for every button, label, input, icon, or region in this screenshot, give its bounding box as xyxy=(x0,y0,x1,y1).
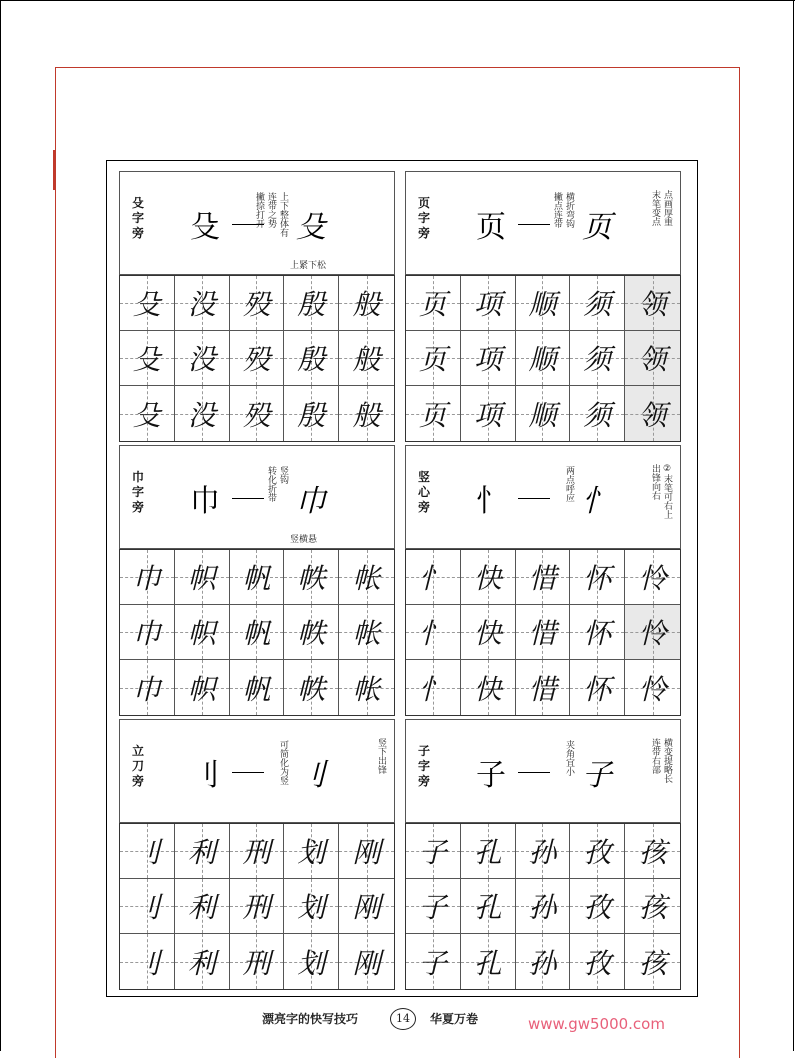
footer-book-title: 漂亮字的快写技巧 xyxy=(262,1012,359,1026)
practice-character: 快 xyxy=(473,562,502,595)
practice-grid xyxy=(119,549,395,716)
stroke-note: 两点呼应 xyxy=(564,466,574,502)
stroke-note: 连带之势 xyxy=(266,192,276,228)
practice-cell xyxy=(625,660,680,715)
practice-character: 巾 xyxy=(132,672,161,706)
radical-panel xyxy=(405,719,681,990)
practice-character: 帜 xyxy=(187,562,216,595)
practice-character: 刑 xyxy=(242,946,271,980)
practice-character: 殳 xyxy=(132,288,161,321)
practice-cell xyxy=(339,276,394,331)
stroke-note-bottom: 上紧下松 xyxy=(290,261,327,271)
radical-quick-form: 刂 xyxy=(296,758,326,793)
practice-character: 帐 xyxy=(352,562,381,595)
practice-cell xyxy=(625,879,680,934)
practice-cell xyxy=(120,934,175,989)
practice-character: 孔 xyxy=(473,891,502,924)
practice-character: 划 xyxy=(297,891,326,924)
practice-cell xyxy=(120,879,175,934)
red-margin-mark xyxy=(53,150,56,190)
stroke-note: 上下整体有 xyxy=(278,192,288,237)
practice-character: 孩 xyxy=(638,891,667,924)
practice-cell xyxy=(230,660,285,715)
radical-header xyxy=(119,445,395,549)
practice-cell xyxy=(461,386,516,441)
practice-cell xyxy=(339,824,394,879)
practice-character: 殁 xyxy=(242,398,271,432)
practice-cell xyxy=(516,276,571,331)
radical-standard-form: 刂 xyxy=(190,758,220,793)
practice-character: 殷 xyxy=(297,288,326,321)
practice-character: 项 xyxy=(473,343,502,376)
practice-character: 怀 xyxy=(583,617,612,650)
radical-quick-form: 忄 xyxy=(582,484,612,519)
practice-cell xyxy=(339,386,394,441)
radical-quick-form: 巾 xyxy=(296,484,326,519)
practice-cell xyxy=(284,824,339,879)
practice-cell xyxy=(284,550,339,605)
practice-cell xyxy=(230,550,285,605)
practice-character: 顺 xyxy=(528,288,557,321)
practice-character: 帙 xyxy=(297,562,326,595)
practice-character: 子 xyxy=(418,891,447,924)
practice-character: 子 xyxy=(418,946,447,980)
practice-cell xyxy=(120,386,175,441)
practice-cell xyxy=(284,660,339,715)
stroke-note: 竖下出锋 xyxy=(376,738,386,774)
radical-quick-form: 子 xyxy=(582,758,612,793)
practice-cell xyxy=(406,879,461,934)
radical-name: 殳字旁 xyxy=(132,196,145,240)
practice-cell xyxy=(625,386,680,441)
stroke-note-bottom: 竖横悬 xyxy=(290,535,318,545)
practice-character: 利 xyxy=(187,836,216,869)
radical-standard-form: 忄 xyxy=(476,484,506,519)
practice-cell xyxy=(230,386,285,441)
practice-cell xyxy=(461,934,516,989)
practice-character: 没 xyxy=(187,288,216,321)
practice-cell xyxy=(625,550,680,605)
practice-cell xyxy=(625,934,680,989)
practice-character: 帐 xyxy=(352,672,381,706)
practice-character: 忄 xyxy=(418,617,447,650)
practice-character: 巾 xyxy=(132,562,161,595)
radical-standard-form: 子 xyxy=(476,758,506,793)
practice-character: 快 xyxy=(473,672,502,706)
practice-cell xyxy=(284,331,339,386)
practice-cell xyxy=(120,550,175,605)
practice-character: 领 xyxy=(638,398,667,432)
practice-character: 般 xyxy=(352,288,381,321)
radical-name: 页字旁 xyxy=(418,196,431,240)
practice-character: 帐 xyxy=(352,617,381,650)
practice-character: 帜 xyxy=(187,617,216,650)
practice-character: 顺 xyxy=(528,343,557,376)
practice-cell xyxy=(406,331,461,386)
practice-cell xyxy=(516,386,571,441)
page-right-edge xyxy=(793,0,794,1051)
practice-cell xyxy=(516,824,571,879)
practice-cell xyxy=(461,605,516,660)
practice-cell xyxy=(461,879,516,934)
radical-name: 竖心旁 xyxy=(418,470,431,514)
transform-arrow xyxy=(232,772,264,773)
practice-cell xyxy=(406,386,461,441)
transform-arrow xyxy=(518,772,550,773)
practice-character: 子 xyxy=(418,836,447,869)
practice-cell xyxy=(406,824,461,879)
practice-cell xyxy=(406,605,461,660)
practice-cell xyxy=(570,824,625,879)
practice-character: 须 xyxy=(583,343,612,376)
practice-cell xyxy=(516,934,571,989)
practice-character: 利 xyxy=(187,946,216,980)
radical-panel xyxy=(405,445,681,716)
practice-character: 刂 xyxy=(132,891,161,924)
transform-arrow xyxy=(518,498,550,499)
practice-character: 怜 xyxy=(638,562,667,595)
stroke-note: 末笔变点 xyxy=(650,190,660,226)
practice-character: 孔 xyxy=(473,946,502,980)
practice-character: 忄 xyxy=(418,562,447,595)
practice-cell xyxy=(284,605,339,660)
practice-character: 惜 xyxy=(528,672,557,706)
practice-character: 巾 xyxy=(132,617,161,650)
practice-cell xyxy=(570,660,625,715)
practice-grid xyxy=(405,823,681,990)
practice-character: 刑 xyxy=(242,836,271,869)
practice-character: 般 xyxy=(352,343,381,376)
practice-grid xyxy=(119,275,395,442)
practice-cell xyxy=(339,879,394,934)
radical-quick-form: 殳 xyxy=(296,210,326,245)
practice-cell xyxy=(175,660,230,715)
practice-character: 帙 xyxy=(297,617,326,650)
practice-character: 快 xyxy=(473,617,502,650)
practice-character: 没 xyxy=(187,398,216,432)
practice-cell xyxy=(230,934,285,989)
footer-website-url[interactable]: www.gw5000.com xyxy=(528,1015,665,1033)
practice-character: 惜 xyxy=(528,562,557,595)
radical-name: 子字旁 xyxy=(418,744,431,788)
practice-cell xyxy=(339,550,394,605)
practice-cell xyxy=(230,605,285,660)
radical-panel xyxy=(119,171,395,442)
footer-publisher: 华夏万卷 xyxy=(430,1012,479,1026)
practice-character: 帆 xyxy=(242,672,271,706)
practice-character: 帆 xyxy=(242,617,271,650)
practice-cell xyxy=(516,660,571,715)
practice-character: 怀 xyxy=(583,562,612,595)
practice-cell xyxy=(570,934,625,989)
practice-character: 怜 xyxy=(638,617,667,650)
practice-cell xyxy=(406,934,461,989)
practice-cell xyxy=(461,824,516,879)
practice-character: 利 xyxy=(187,891,216,924)
stroke-note: ②末笔可右上 xyxy=(662,464,672,519)
practice-cell xyxy=(120,331,175,386)
practice-cell xyxy=(230,824,285,879)
practice-character: 孜 xyxy=(583,946,612,980)
practice-cell xyxy=(625,331,680,386)
stroke-note: 可简化为竖 xyxy=(278,740,288,785)
practice-character: 孜 xyxy=(583,891,612,924)
practice-cell xyxy=(625,605,680,660)
radical-standard-form: 巾 xyxy=(190,484,220,519)
radical-quick-form: 页 xyxy=(582,210,612,245)
practice-cell xyxy=(175,824,230,879)
practice-character: 顺 xyxy=(528,398,557,432)
radical-panel xyxy=(119,719,395,990)
practice-cell xyxy=(461,550,516,605)
practice-cell xyxy=(339,605,394,660)
transform-arrow xyxy=(518,224,550,225)
practice-character: 殳 xyxy=(132,398,161,432)
radical-header xyxy=(119,719,395,823)
practice-cell xyxy=(516,605,571,660)
practice-cell xyxy=(230,331,285,386)
practice-cell xyxy=(175,276,230,331)
practice-character: 般 xyxy=(352,398,381,432)
practice-character: 殷 xyxy=(297,398,326,432)
practice-character: 页 xyxy=(418,343,447,376)
practice-cell xyxy=(570,879,625,934)
practice-character: 孙 xyxy=(528,891,557,924)
radical-name: 巾字旁 xyxy=(132,470,145,514)
stroke-note: 撇捺打开 xyxy=(254,192,264,228)
practice-cell xyxy=(570,331,625,386)
practice-cell xyxy=(516,879,571,934)
practice-grid xyxy=(119,823,395,990)
radical-header xyxy=(119,171,395,275)
practice-cell xyxy=(120,605,175,660)
practice-character: 划 xyxy=(297,946,326,980)
practice-cell xyxy=(570,605,625,660)
practice-character: 须 xyxy=(583,288,612,321)
radical-standard-form: 殳 xyxy=(190,210,220,245)
practice-cell xyxy=(625,824,680,879)
practice-cell xyxy=(406,550,461,605)
radical-panel xyxy=(405,171,681,442)
stroke-note: 连带右部 xyxy=(650,738,660,774)
practice-character: 孜 xyxy=(583,836,612,869)
practice-character: 领 xyxy=(638,343,667,376)
practice-cell xyxy=(625,276,680,331)
stroke-note: 出锋向右 xyxy=(650,464,660,500)
practice-character: 刚 xyxy=(352,891,381,924)
radical-panel xyxy=(119,445,395,716)
practice-cell xyxy=(120,276,175,331)
practice-character: 孔 xyxy=(473,836,502,869)
practice-character: 殁 xyxy=(242,288,271,321)
practice-character: 孙 xyxy=(528,836,557,869)
practice-cell xyxy=(570,550,625,605)
practice-character: 项 xyxy=(473,398,502,432)
practice-cell xyxy=(516,331,571,386)
practice-character: 帙 xyxy=(297,672,326,706)
practice-cell xyxy=(570,386,625,441)
radical-standard-form: 页 xyxy=(476,210,506,245)
practice-character: 殁 xyxy=(242,343,271,376)
practice-cell xyxy=(461,276,516,331)
practice-character: 刂 xyxy=(132,946,161,980)
practice-character: 怀 xyxy=(583,672,612,706)
practice-cell xyxy=(406,660,461,715)
practice-character: 领 xyxy=(638,288,667,321)
stroke-note: 撇点连带 xyxy=(552,192,562,228)
practice-cell xyxy=(461,331,516,386)
practice-cell xyxy=(175,331,230,386)
practice-cell xyxy=(284,879,339,934)
practice-cell xyxy=(120,660,175,715)
practice-cell xyxy=(284,276,339,331)
radical-header xyxy=(405,445,681,549)
practice-cell xyxy=(516,550,571,605)
practice-character: 项 xyxy=(473,288,502,321)
page-top-edge xyxy=(0,0,795,1)
practice-cell xyxy=(406,276,461,331)
practice-character: 孩 xyxy=(638,836,667,869)
practice-cell xyxy=(570,276,625,331)
practice-character: 惜 xyxy=(528,617,557,650)
practice-cell xyxy=(339,331,394,386)
practice-character: 忄 xyxy=(418,672,447,706)
practice-cell xyxy=(175,605,230,660)
practice-cell xyxy=(175,550,230,605)
practice-cell xyxy=(175,879,230,934)
practice-cell xyxy=(175,386,230,441)
practice-sheet xyxy=(106,160,698,997)
practice-character: 刚 xyxy=(352,946,381,980)
practice-cell xyxy=(175,934,230,989)
practice-character: 孙 xyxy=(528,946,557,980)
practice-grid xyxy=(405,549,681,716)
stroke-note: 竖钩 xyxy=(278,466,288,484)
stroke-note: 横变提略长 xyxy=(662,738,672,783)
stroke-note: 转化折带 xyxy=(266,466,276,502)
practice-cell xyxy=(284,386,339,441)
practice-character: 怜 xyxy=(638,672,667,706)
stroke-note: 横折弯钩 xyxy=(564,192,574,228)
practice-character: 殷 xyxy=(297,343,326,376)
footer-page-number: 14 xyxy=(390,1008,416,1030)
practice-cell xyxy=(461,660,516,715)
practice-character: 刚 xyxy=(352,836,381,869)
practice-cell xyxy=(230,276,285,331)
radical-header xyxy=(405,719,681,823)
practice-character: 划 xyxy=(297,836,326,869)
practice-cell xyxy=(230,879,285,934)
practice-character: 帆 xyxy=(242,562,271,595)
stroke-note: 夹角宜小 xyxy=(564,740,574,776)
practice-character: 页 xyxy=(418,288,447,321)
practice-character: 帜 xyxy=(187,672,216,706)
radical-header xyxy=(405,171,681,275)
stroke-note: 点画厚重 xyxy=(662,190,672,226)
practice-cell xyxy=(339,934,394,989)
practice-character: 页 xyxy=(418,398,447,432)
practice-character: 殳 xyxy=(132,343,161,376)
practice-grid xyxy=(405,275,681,442)
practice-character: 刂 xyxy=(132,836,161,869)
transform-arrow xyxy=(232,498,264,499)
page-left-edge xyxy=(0,0,1,1051)
page-footer xyxy=(0,1008,795,1033)
practice-cell xyxy=(284,934,339,989)
practice-character: 刑 xyxy=(242,891,271,924)
radical-name: 立刀旁 xyxy=(132,744,145,788)
practice-character: 没 xyxy=(187,343,216,376)
practice-character: 孩 xyxy=(638,946,667,980)
practice-cell xyxy=(120,824,175,879)
practice-character: 须 xyxy=(583,398,612,432)
practice-cell xyxy=(339,660,394,715)
